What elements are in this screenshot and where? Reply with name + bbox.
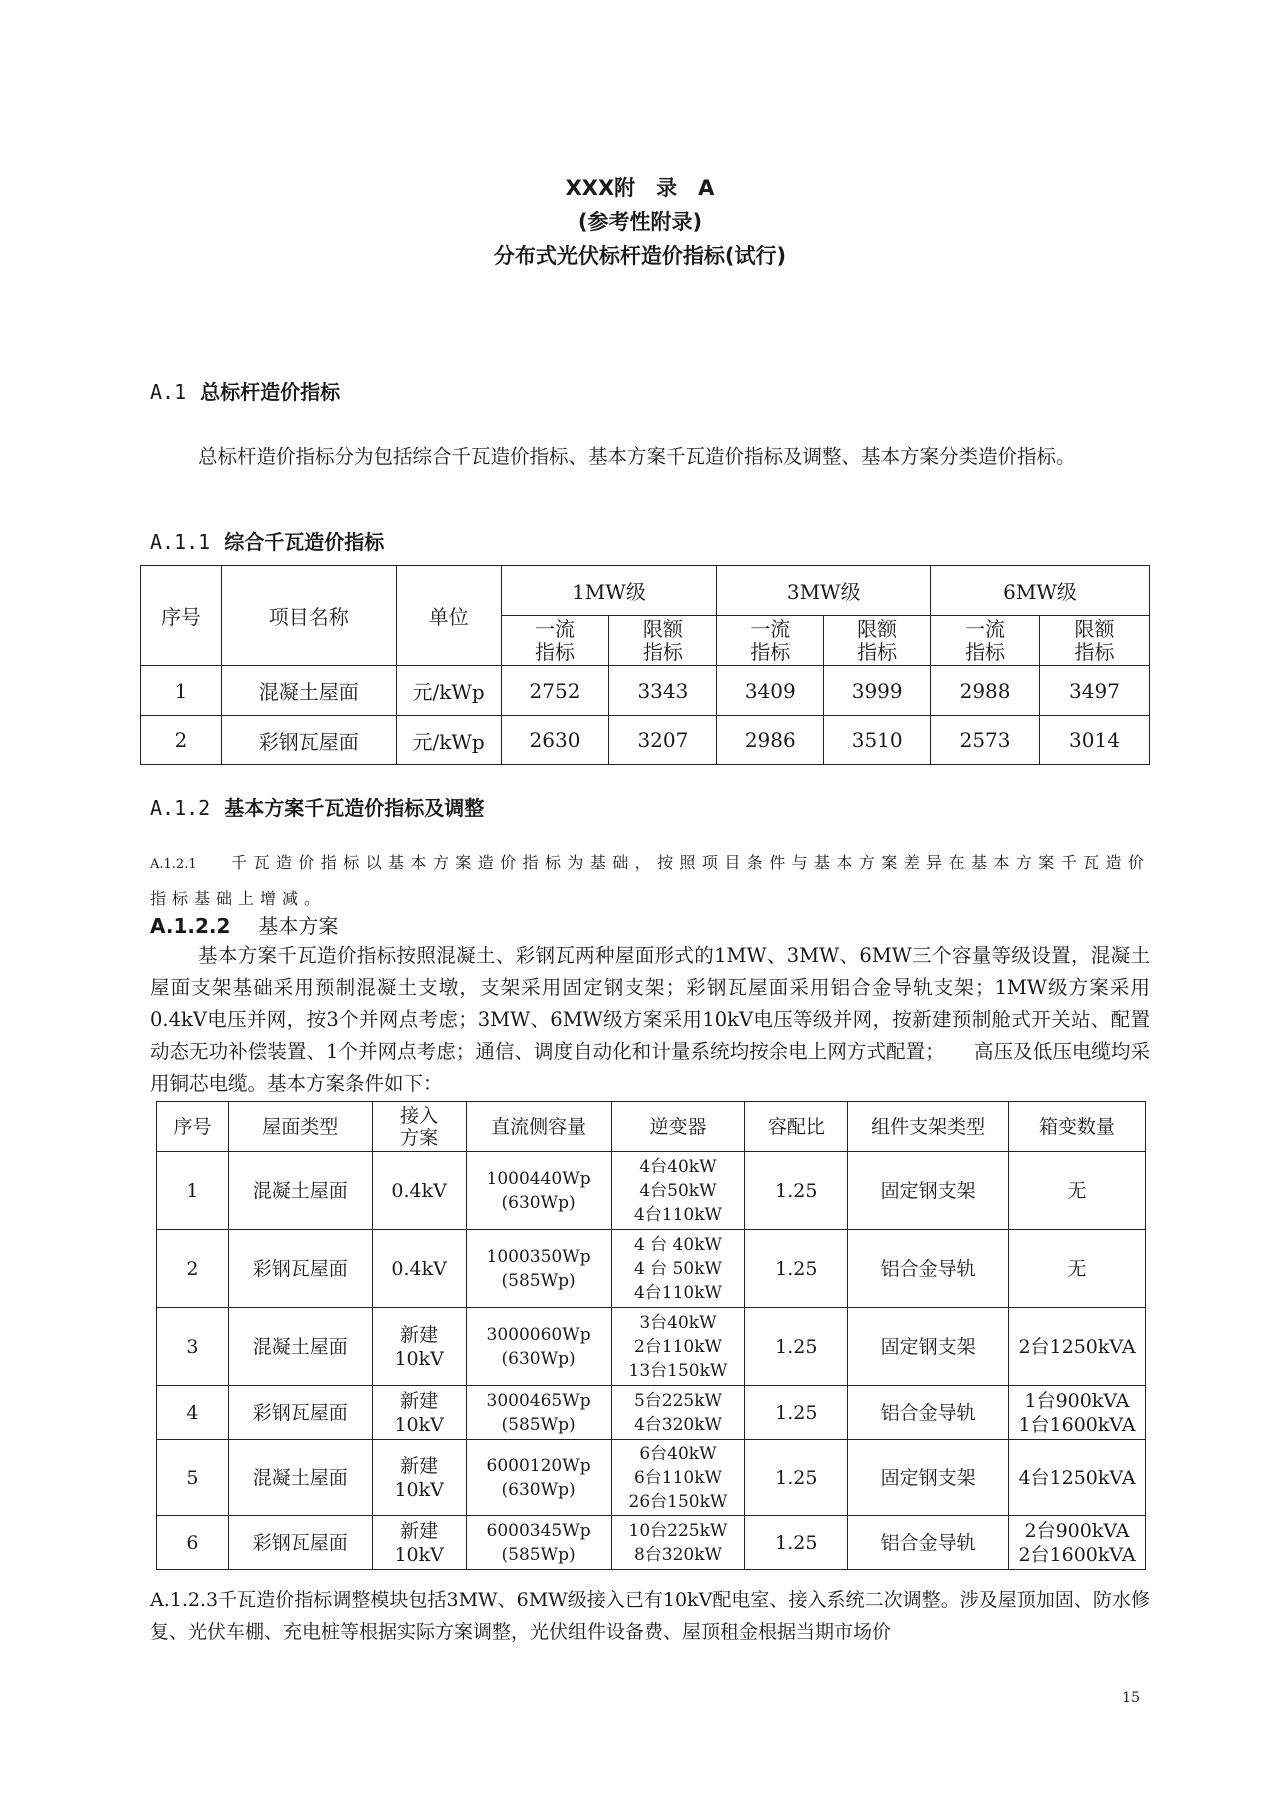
cell-box: 1台900kVA 1台1600kVA	[1009, 1386, 1146, 1440]
cell-dc: 1000350Wp (585Wp)	[466, 1230, 611, 1308]
cell-roof: 混凝土屋面	[228, 1308, 372, 1386]
section-title: 基本方案	[258, 914, 339, 938]
section-title: 基本方案千瓦造价指标及调整	[224, 796, 485, 820]
cell-seq: 4	[157, 1386, 229, 1440]
cell-dc: 3000465Wp (585Wp)	[466, 1386, 611, 1440]
cell-ratio: 1.25	[745, 1152, 848, 1230]
cell-access: 0.4kV	[372, 1152, 466, 1230]
cell-mount: 铝合金导轨	[848, 1516, 1009, 1570]
subheader-first-class: 一流 指标	[717, 616, 824, 666]
cell-dc: 6000120Wp (630Wp)	[466, 1440, 611, 1516]
cell-ratio: 1.25	[745, 1386, 848, 1440]
cell-mount: 铝合金导轨	[848, 1230, 1009, 1308]
cell-name: 彩钢瓦屋面	[221, 716, 396, 765]
table-row	[157, 1230, 1146, 1308]
header-seq: 序号	[157, 1102, 229, 1152]
cell-mount: 铝合金导轨	[848, 1386, 1009, 1440]
cell-unit: 元/kWp	[396, 666, 501, 716]
section-number: A.1.2.2	[150, 914, 231, 938]
cell-value: 3014	[1040, 716, 1150, 765]
table-row	[141, 666, 1150, 716]
cell-ratio: 1.25	[745, 1440, 848, 1516]
cell-name: 混凝土屋面	[221, 666, 396, 716]
cell-box: 无	[1009, 1230, 1146, 1308]
basic-scheme-table	[156, 1101, 1146, 1570]
composite-cost-table	[140, 565, 1150, 765]
table-row	[157, 1516, 1146, 1570]
header-access-scheme: 接入 方案	[372, 1102, 466, 1152]
table-row	[141, 716, 1150, 765]
cell-unit: 元/kWp	[396, 716, 501, 765]
section-a123-paragraph: A.1.2.3千瓦造价指标调整模块包括3MW、6MW级接入已有10kV配电室、接入系统二次调整。涉及屋顶加固、防水修复、光伏车棚、充电桩等根据实际方案调整，光伏组件设备费、屋顶租金根据当期市场价	[150, 1589, 1150, 1643]
header-roof-type: 屋面类型	[228, 1102, 372, 1152]
cell-seq: 5	[157, 1440, 229, 1516]
section-a1-paragraph: 总标杆造价指标分为包括综合千瓦造价指标、基本方案千瓦造价指标及调整、基本方案分类造价指标。	[198, 445, 1076, 468]
cell-roof: 混凝土屋面	[228, 1440, 372, 1516]
cell-value: 2986	[717, 716, 824, 765]
table-row	[157, 1308, 1146, 1386]
section-a1-heading	[150, 376, 340, 405]
subheader-limit: 限额 指标	[824, 616, 931, 666]
section-number: A.1.2.1	[150, 857, 197, 872]
cell-access: 新建 10kV	[372, 1308, 466, 1386]
cell-seq: 1	[141, 666, 222, 716]
header-mount-type: 组件支架类型	[848, 1102, 1009, 1152]
cell-mount: 固定钢支架	[848, 1440, 1009, 1516]
header-inverter: 逆变器	[611, 1102, 745, 1152]
cell-value: 2573	[931, 716, 1040, 765]
cell-seq: 3	[157, 1308, 229, 1386]
cell-box: 2台1250kVA	[1009, 1308, 1146, 1386]
cell-inverter: 6台40kW 6台110kW 26台150kW	[611, 1440, 745, 1516]
cell-ratio: 1.25	[745, 1308, 848, 1386]
cell-access: 新建 10kV	[372, 1386, 466, 1440]
cell-inverter: 4台40kW 4台50kW 4台110kW	[611, 1152, 745, 1230]
cell-value: 3497	[1040, 666, 1150, 716]
cell-inverter: 3台40kW 2台110kW 13台150kW	[611, 1308, 745, 1386]
section-a11-heading	[150, 526, 384, 555]
header-box-transformer: 箱变数量	[1009, 1102, 1146, 1152]
cell-seq: 6	[157, 1516, 229, 1570]
table-row	[157, 1152, 1146, 1230]
cell-seq: 2	[141, 716, 222, 765]
section-a122-paragraph: 基本方案千瓦造价指标按照混凝土、彩钢瓦两种屋面形式的1MW、3MW、6MW三个容量等级设置，混凝土屋面支架基础采用预制混凝土支墩，支架采用固定钢支架；彩钢瓦屋面采用铝合金导轨支架；1MW级方案采用0.4kV电压并网，按3个并网点考虑；3MW、6MW级方案采用10kV电压等级并网，按新建预制舱式开关站、配置动态无功补偿装置、1个并网点考虑；通信、调度自动化和计量系统均按余电上网方式配置； 高压及低压电缆均采用铜芯电缆。基本方案条件如下：	[150, 944, 1150, 1095]
cell-value: 3999	[824, 666, 931, 716]
subheader-first-class: 一流 指标	[931, 616, 1040, 666]
subheader-limit: 限额 指标	[1040, 616, 1150, 666]
header-dc-capacity: 直流侧容量	[466, 1102, 611, 1152]
cell-box: 无	[1009, 1152, 1146, 1230]
cell-access: 0.4kV	[372, 1230, 466, 1308]
cell-value: 3343	[609, 666, 717, 716]
cell-value: 2630	[501, 716, 609, 765]
section-number: A.1.2	[150, 796, 211, 820]
table-row	[157, 1386, 1146, 1440]
cell-seq: 2	[157, 1230, 229, 1308]
appendix-title: XXX附 录 A	[565, 176, 715, 200]
appendix-subtitle: (参考性附录)	[577, 210, 703, 234]
document-title: 分布式光伏标杆造价指标(试行)	[493, 244, 787, 268]
table-row	[157, 1440, 1146, 1516]
cell-roof: 混凝土屋面	[228, 1152, 372, 1230]
section-title: 总标杆造价指标	[200, 380, 341, 404]
header-3mw: 3MW级	[717, 566, 931, 616]
section-number: A.1	[150, 380, 187, 404]
cell-ratio: 1.25	[745, 1516, 848, 1570]
cell-box: 4台1250kVA	[1009, 1440, 1146, 1516]
section-a12-heading	[150, 792, 484, 821]
section-a122-heading	[150, 910, 338, 939]
paragraph-text: 千瓦造价指标以基本方案造价指标为基础，按照项目条件与基本方案差异在基本方案千瓦造价指标基础上增减。	[150, 853, 1150, 908]
cell-mount: 固定钢支架	[848, 1308, 1009, 1386]
cell-mount: 固定钢支架	[848, 1152, 1009, 1230]
cell-inverter: 5台225kW 4台320kW	[611, 1386, 745, 1440]
header-name: 项目名称	[221, 566, 396, 666]
cell-seq: 1	[157, 1152, 229, 1230]
section-number: A.1.1	[150, 530, 211, 554]
cell-roof: 彩钢瓦屋面	[228, 1230, 372, 1308]
subheader-first-class: 一流 指标	[501, 616, 609, 666]
cell-roof: 彩钢瓦屋面	[228, 1386, 372, 1440]
header-1mw: 1MW级	[501, 566, 717, 616]
cell-dc: 1000440Wp (630Wp)	[466, 1152, 611, 1230]
cell-inverter: 4 台 40kW 4 台 50kW 4台110kW	[611, 1230, 745, 1308]
cell-value: 2752	[501, 666, 609, 716]
section-a121-paragraph	[150, 846, 1150, 916]
header-seq: 序号	[141, 566, 222, 666]
section-title: 综合千瓦造价指标	[224, 530, 385, 554]
cell-value: 3510	[824, 716, 931, 765]
cell-access: 新建 10kV	[372, 1516, 466, 1570]
cell-dc: 6000345Wp (585Wp)	[466, 1516, 611, 1570]
cell-ratio: 1.25	[745, 1230, 848, 1308]
subheader-limit: 限额 指标	[609, 616, 717, 666]
cell-value: 2988	[931, 666, 1040, 716]
header-ratio: 容配比	[745, 1102, 848, 1152]
header-6mw: 6MW级	[931, 566, 1150, 616]
cell-access: 新建 10kV	[372, 1440, 466, 1516]
cell-inverter: 10台225kW 8台320kW	[611, 1516, 745, 1570]
page-number: 15	[1122, 1690, 1140, 1706]
cell-roof: 彩钢瓦屋面	[228, 1516, 372, 1570]
cell-dc: 3000060Wp (630Wp)	[466, 1308, 611, 1386]
cell-box: 2台900kVA 2台1600kVA	[1009, 1516, 1146, 1570]
cell-value: 3409	[717, 666, 824, 716]
header-unit: 单位	[396, 566, 501, 666]
cell-value: 3207	[609, 716, 717, 765]
